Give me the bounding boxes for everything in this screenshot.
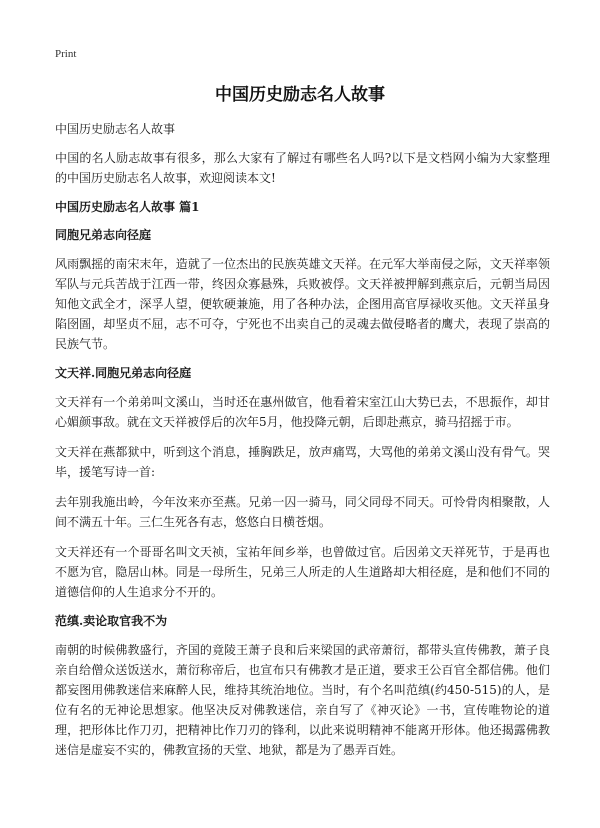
paragraph: 风雨飘摇的南宋末年，造就了一位杰出的民族英雄文天祥。在元军大举南侵之际，文天祥率领军队与元兵苦战于江西一带，终因众寡悬殊，兵败被俘。文天祥被押解到燕京后，元朝当局因知他文武全才，深孚人望，便软硬兼施，用了各种办法，企图用高官厚禄收买他。文天祥虽身陷囹圄，却坚贞不屈，志不可夺，宁死也不出卖自己的灵魂去做侵略者的鹰犬，表现了崇高的民族气节。 (55, 257, 550, 351)
paragraph: 文天祥有一个弟弟叫文溪山，当时还在惠州做官，他看着宋室江山大势已去，不思振作，却甘心媚颜事敌。就在文天祥被俘后的次年5月，他投降元朝，后即赴燕京，骑马招摇于市。 (55, 395, 550, 429)
document-subtitle: 中国历史励志名人故事 (55, 122, 176, 136)
page-title: 中国历史励志名人故事 (215, 85, 385, 105)
document-body (55, 120, 550, 770)
subheading-fan-zhen: 范缜.卖论取官我不为 (55, 614, 168, 628)
poem-paragraph: 去年别我施出岭，今年汝来亦至燕。兄弟一囚一骑马，同父同母不同天。可怜骨肉相聚散，人间不满五十年。三仁生死各有志，悠悠白日横苍烟。 (55, 495, 550, 529)
subheading-brothers: 同胞兄弟志向径庭 (55, 228, 152, 242)
section-heading: 中国历史励志名人故事 篇1 (55, 200, 200, 214)
subheading-wen-tianxiang: 文天祥.同胞兄弟志向径庭 (55, 366, 192, 380)
paragraph: 文天祥在燕都狱中，听到这个消息，捶胸跌足，放声痛骂，大骂他的弟弟文溪山没有骨气。哭毕，援笔写诗一首: (55, 445, 550, 479)
paragraph: 南朝的时候佛教盛行，齐国的竟陵王萧子良和后来梁国的武帝萧衍，都带头宣传佛教，萧子良亲自给僧众送饭送水，萧衍称帝后，也宣布只有佛教才是正道，要求王公百官全都信佛。他们都妄图用佛教迷信来麻醉人民，维持其统治地位。当时，有个名叫范缜(约450-515)的人，是位有名的无神论思想家。他坚决反对佛教迷信，亲自写了《神灭论》一书，宣传唯物论的道理，把形体比作刀刃，把精神比作刀刃的锋利，以此来说明精神不能离开形体。他还揭露佛教迷信是虚妄不实的，佛教宣扬的天堂、地狱，都是为了愚弄百姓。 (55, 643, 550, 757)
print-label: Print (55, 48, 77, 60)
intro-paragraph: 中国的名人励志故事有很多，那么大家有了解过有哪些名人吗?以下是文档网小编为大家整理的中国历史励志名人故事，欢迎阅读本文! (55, 151, 550, 185)
paragraph: 文天祥还有一个哥哥名叫文天祯，宝祐年间乡举，也曾做过官。后因弟文天祥死节，于是再也不愿为官，隐居山林。同是一母所生，兄弟三人所走的人生道路却大相径庭，是和他们不同的道德信仰的人生追求分不开的。 (55, 545, 550, 599)
